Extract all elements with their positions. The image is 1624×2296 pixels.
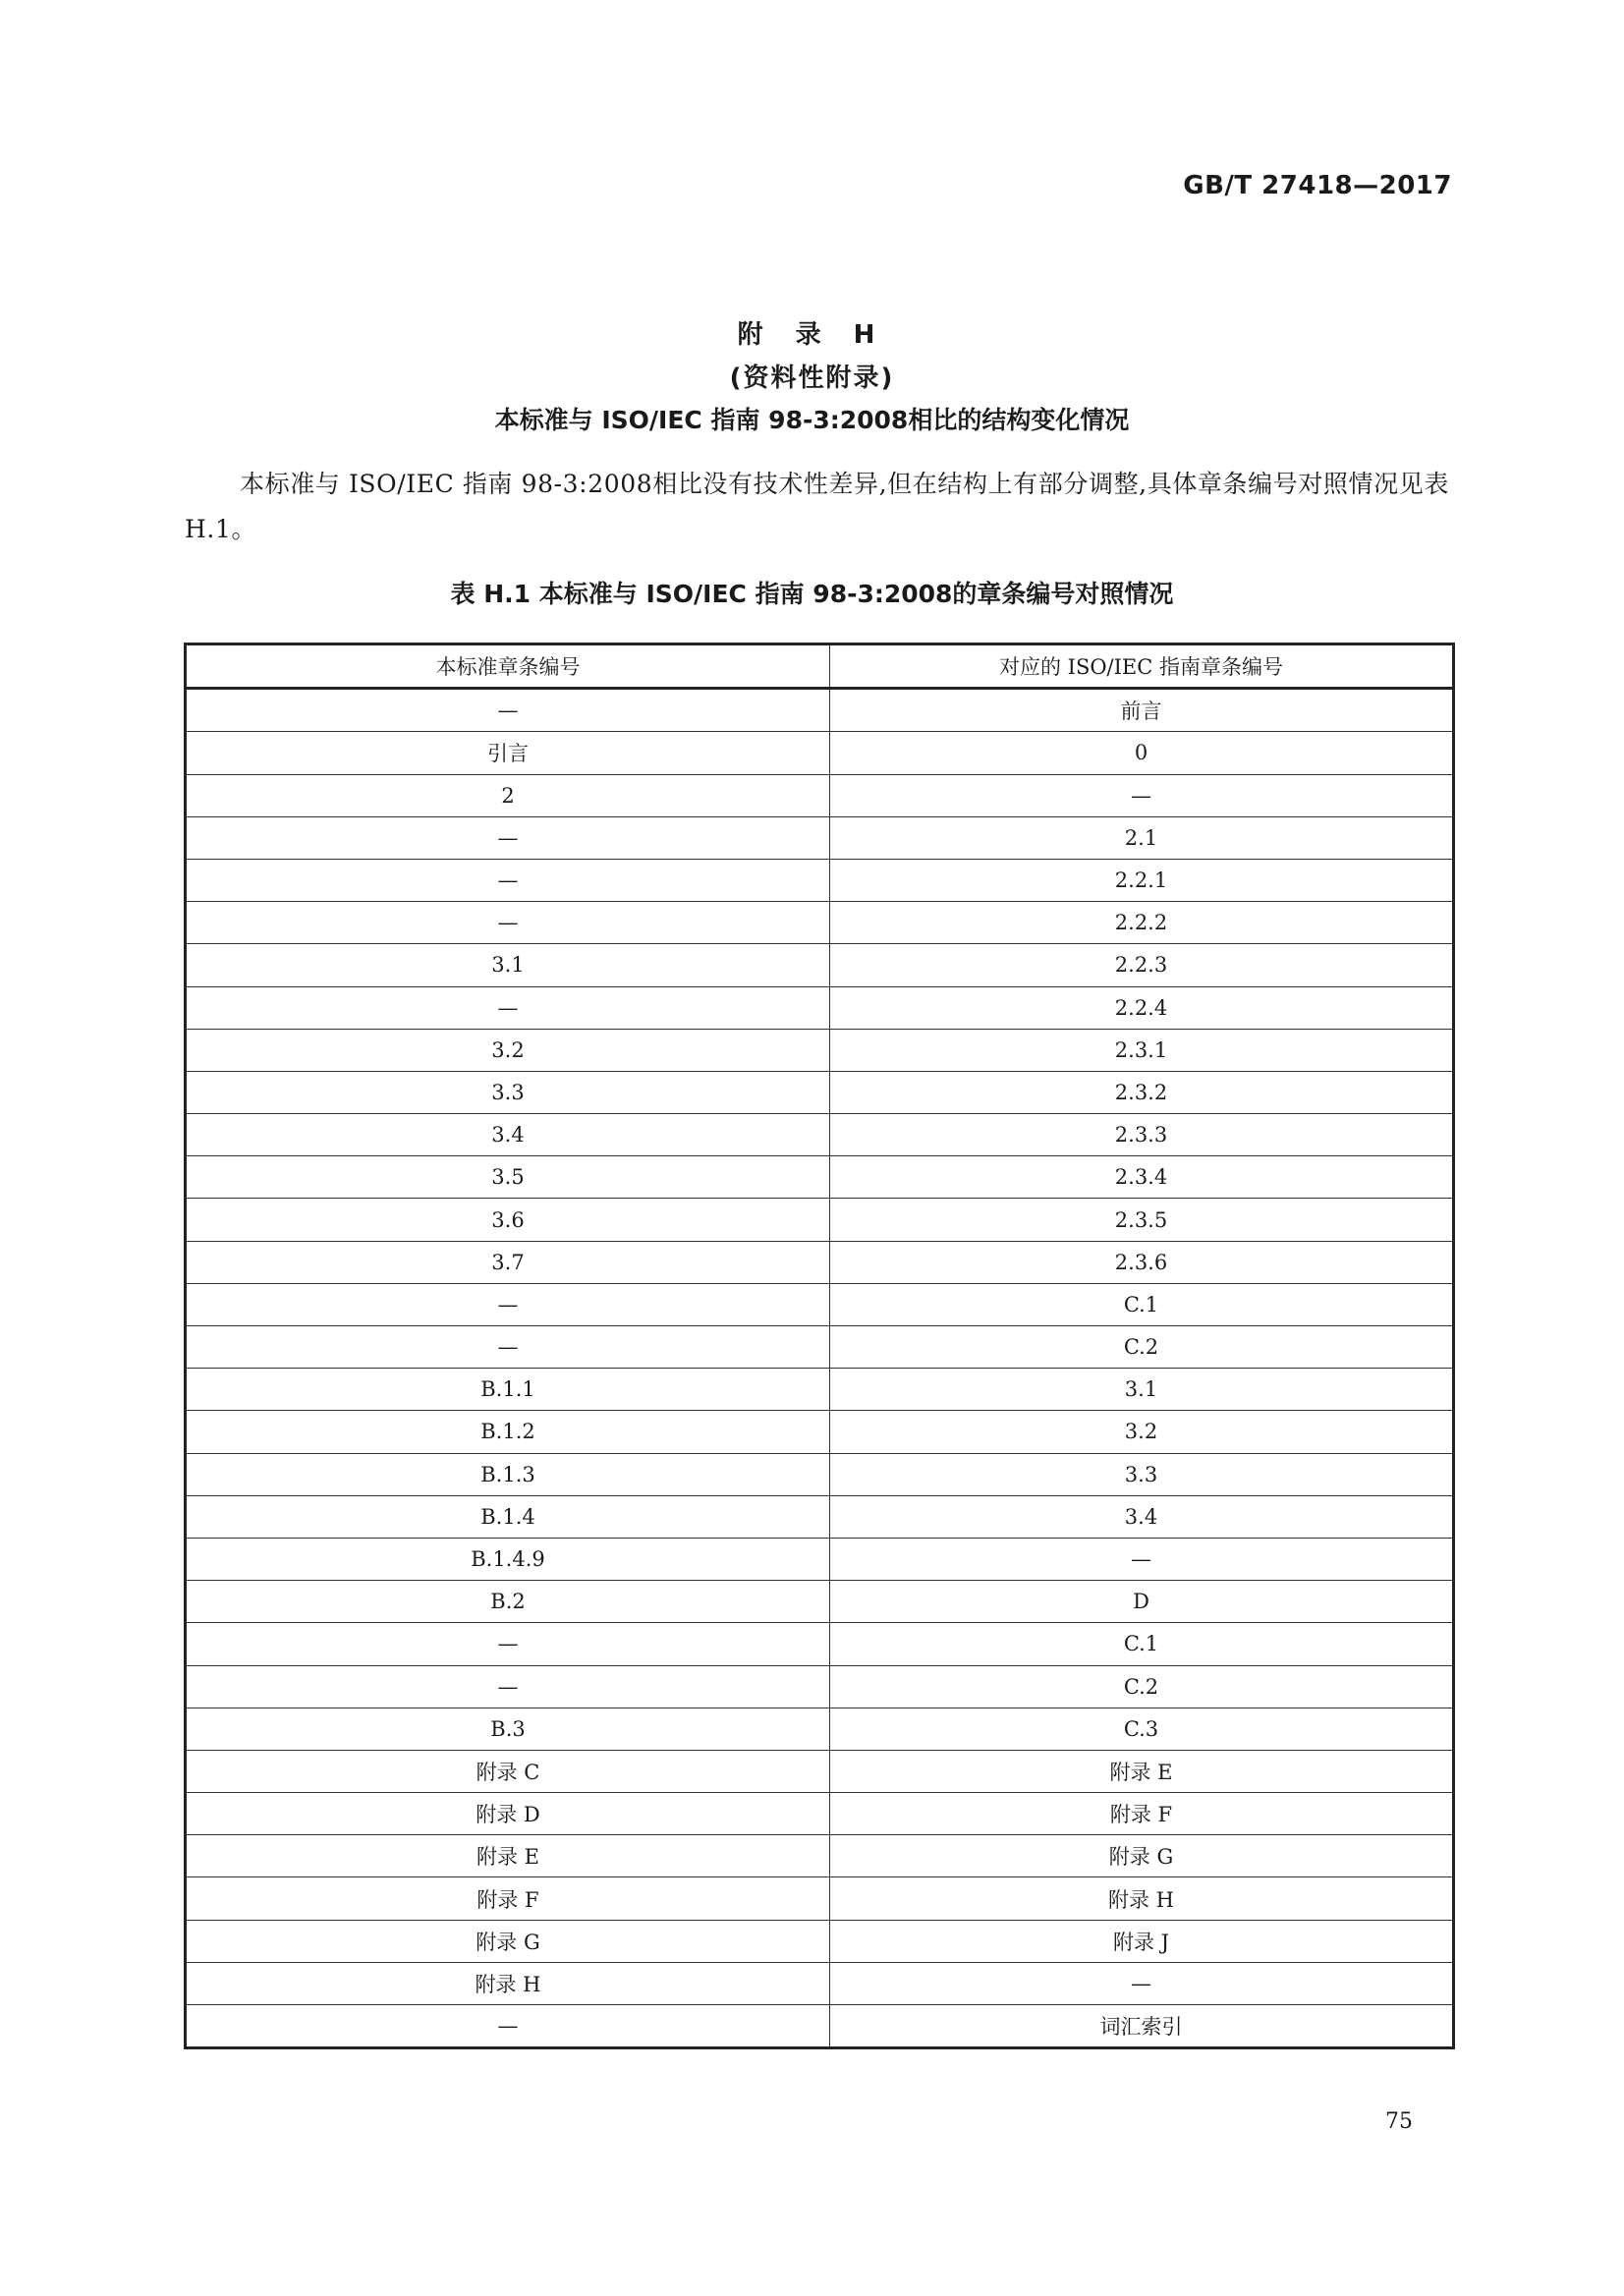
- cell-iso-guide: 2.1: [830, 816, 1454, 859]
- table-header-row: [186, 644, 1454, 689]
- cell-this-standard: 附录 E: [186, 1835, 830, 1877]
- table-row: [186, 1708, 1454, 1750]
- table-row: [186, 1665, 1454, 1708]
- cell-iso-guide: C.1: [830, 1623, 1454, 1665]
- correspondence-table: [184, 643, 1455, 2049]
- cell-this-standard: 附录 F: [186, 1877, 830, 1920]
- cell-iso-guide: 2.2.2: [830, 902, 1454, 944]
- cell-iso-guide: 2.2.1: [830, 859, 1454, 901]
- table-row: [186, 1326, 1454, 1369]
- cell-this-standard: —: [186, 816, 830, 859]
- cell-this-standard: —: [186, 986, 830, 1029]
- cell-this-standard: B.1.4: [186, 1495, 830, 1538]
- cell-iso-guide: 2.2.3: [830, 944, 1454, 986]
- table-row: [186, 816, 1454, 859]
- table-row: [186, 1962, 1454, 2004]
- table-caption: 表 H.1 本标准与 ISO/IEC 指南 98-3:2008的章条编号对照情况: [450, 580, 1174, 608]
- cell-iso-guide: 3.2: [830, 1411, 1454, 1453]
- table-row: [186, 902, 1454, 944]
- table-row: [186, 1623, 1454, 1665]
- annex-subtitle: 本标准与 ISO/IEC 指南 98-3:2008相比的结构变化情况: [494, 406, 1130, 434]
- table-row: [186, 1581, 1454, 1623]
- table-row: [186, 1793, 1454, 1835]
- table-row: [186, 1114, 1454, 1156]
- cell-this-standard: B.1.1: [186, 1369, 830, 1411]
- cell-this-standard: 3.3: [186, 1071, 830, 1113]
- cell-iso-guide: 3.3: [830, 1453, 1454, 1495]
- cell-iso-guide: C.2: [830, 1665, 1454, 1708]
- cell-this-standard: 3.5: [186, 1156, 830, 1199]
- cell-iso-guide: 2.3.1: [830, 1029, 1454, 1071]
- cell-iso-guide: 附录 E: [830, 1750, 1454, 1792]
- cell-this-standard: 附录 G: [186, 1920, 830, 1962]
- cell-this-standard: —: [186, 1283, 830, 1325]
- table-row: [186, 774, 1454, 816]
- cell-this-standard: B.1.3: [186, 1453, 830, 1495]
- cell-iso-guide: —: [830, 774, 1454, 816]
- cell-iso-guide: 2.3.5: [830, 1199, 1454, 1241]
- table-row: [186, 944, 1454, 986]
- cell-this-standard: —: [186, 1326, 830, 1369]
- cell-this-standard: 附录 D: [186, 1793, 830, 1835]
- cell-this-standard: —: [186, 902, 830, 944]
- table-row: [186, 1241, 1454, 1283]
- cell-iso-guide: C.1: [830, 1283, 1454, 1325]
- cell-iso-guide: 附录 G: [830, 1835, 1454, 1877]
- table-row: [186, 1495, 1454, 1538]
- table-row: [186, 1453, 1454, 1495]
- cell-iso-guide: C.2: [830, 1326, 1454, 1369]
- table-row: [186, 1835, 1454, 1877]
- cell-this-standard: —: [186, 2005, 830, 2048]
- cell-this-standard: B.1.2: [186, 1411, 830, 1453]
- cell-this-standard: 附录 H: [186, 1962, 830, 2004]
- cell-iso-guide: 词汇索引: [830, 2005, 1454, 2048]
- cell-this-standard: 3.1: [186, 944, 830, 986]
- annex-title: 附 录 H: [737, 320, 887, 350]
- cell-this-standard: 3.4: [186, 1114, 830, 1156]
- table-row: [186, 1029, 1454, 1071]
- cell-this-standard: 3.2: [186, 1029, 830, 1071]
- table-row: [186, 1156, 1454, 1199]
- page-number: 75: [1385, 2109, 1413, 2134]
- table-row: [186, 986, 1454, 1029]
- body-paragraph: 本标准与 ISO/IEC 指南 98-3:2008相比没有技术性差异,但在结构上有部分调整,具体章条编号对照情况见表 H.1。: [185, 470, 1449, 543]
- cell-iso-guide: 附录 H: [830, 1877, 1454, 1920]
- table-row: [186, 1538, 1454, 1580]
- cell-iso-guide: 附录 F: [830, 1793, 1454, 1835]
- cell-iso-guide: 0: [830, 732, 1454, 774]
- table-row: [186, 1071, 1454, 1113]
- cell-iso-guide: D: [830, 1581, 1454, 1623]
- table-row: [186, 1199, 1454, 1241]
- cell-this-standard: —: [186, 689, 830, 732]
- table-row: [186, 1920, 1454, 1962]
- cell-iso-guide: C.3: [830, 1708, 1454, 1750]
- cell-this-standard: 3.7: [186, 1241, 830, 1283]
- cell-this-standard: B.3: [186, 1708, 830, 1750]
- cell-iso-guide: 3.4: [830, 1495, 1454, 1538]
- cell-this-standard: 附录 C: [186, 1750, 830, 1792]
- table-row: [186, 689, 1454, 732]
- standard-code: GB/T 27418—2017: [1183, 171, 1452, 200]
- cell-iso-guide: —: [830, 1538, 1454, 1580]
- table-row: [186, 1283, 1454, 1325]
- header-cell-this-standard: 本标准章条编号: [186, 644, 830, 689]
- cell-this-standard: B.2: [186, 1581, 830, 1623]
- table-row: [186, 1411, 1454, 1453]
- cell-iso-guide: 2.3.4: [830, 1156, 1454, 1199]
- table-row: [186, 1369, 1454, 1411]
- cell-this-standard: B.1.4.9: [186, 1538, 830, 1580]
- table-row: [186, 859, 1454, 901]
- cell-this-standard: —: [186, 1665, 830, 1708]
- cell-this-standard: 2: [186, 774, 830, 816]
- cell-iso-guide: 2.3.2: [830, 1071, 1454, 1113]
- cell-iso-guide: 2.3.6: [830, 1241, 1454, 1283]
- table-row: [186, 1750, 1454, 1792]
- cell-iso-guide: 附录 J: [830, 1920, 1454, 1962]
- cell-iso-guide: —: [830, 1962, 1454, 2004]
- table-row: [186, 732, 1454, 774]
- cell-iso-guide: 2.3.3: [830, 1114, 1454, 1156]
- annex-type: (资料性附录): [729, 364, 895, 393]
- cell-this-standard: —: [186, 859, 830, 901]
- header-cell-iso-guide: 对应的 ISO/IEC 指南章条编号: [830, 644, 1454, 689]
- cell-this-standard: —: [186, 1623, 830, 1665]
- cell-iso-guide: 3.1: [830, 1369, 1454, 1411]
- table-row: [186, 1877, 1454, 1920]
- table-row: [186, 2005, 1454, 2048]
- cell-this-standard: 引言: [186, 732, 830, 774]
- cell-iso-guide: 2.2.4: [830, 986, 1454, 1029]
- cell-this-standard: 3.6: [186, 1199, 830, 1241]
- cell-iso-guide: 前言: [830, 689, 1454, 732]
